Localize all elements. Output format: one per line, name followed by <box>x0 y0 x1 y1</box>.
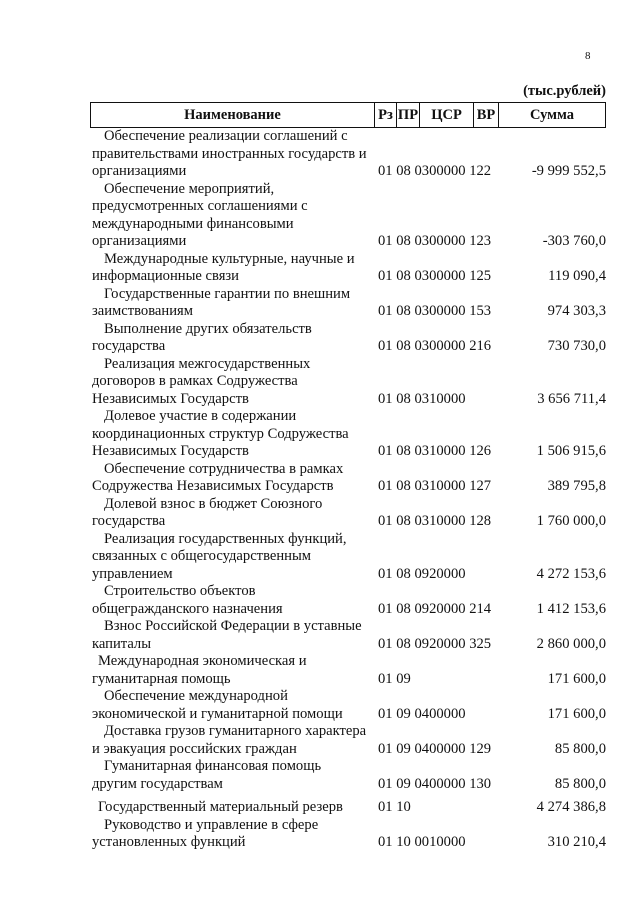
table-row <box>90 251 606 286</box>
header-sum: Сумма <box>498 103 605 127</box>
row-name-line: договоров в рамках Содружества <box>92 373 298 389</box>
row-name-line: Взнос Российской Федерации в уставные <box>104 618 362 634</box>
row-codes: 01 08 0310000 128 <box>378 513 492 529</box>
page-number: 8 <box>585 50 591 62</box>
row-codes: 01 08 0300000 216 <box>378 338 492 354</box>
row-name-line: Государственный материальный резерв <box>98 799 343 815</box>
table-header <box>90 102 606 128</box>
row-codes: 01 08 0310000 126 <box>378 443 492 459</box>
table-row <box>90 356 606 409</box>
row-name-line: установленных функций <box>92 834 246 850</box>
table-row <box>90 321 606 356</box>
row-name-line: Долевой взнос в бюджет Союзного <box>104 495 323 512</box>
row-name-line: общегражданского назначения <box>92 600 283 617</box>
table-row <box>90 128 606 181</box>
row-name-line: Обеспечение реализации соглашений с <box>104 128 348 144</box>
row-name-line: Реализация государственных функций, <box>104 530 347 547</box>
row-name-line: экономической и гуманитарной помощи <box>92 705 343 722</box>
table-row <box>90 531 606 584</box>
table-row <box>90 618 606 653</box>
row-codes: 01 08 0300000 123 <box>378 233 492 249</box>
table-row <box>90 817 606 852</box>
table-row <box>90 583 606 618</box>
table-row <box>90 688 606 723</box>
row-amount: 171 600,0 <box>547 705 606 722</box>
row-name <box>90 321 378 356</box>
row-name <box>90 688 378 723</box>
row-amount: 310 210,4 <box>547 834 606 850</box>
table-body <box>90 128 606 852</box>
row-name <box>90 181 378 251</box>
row-name-line: гуманитарная помощь <box>92 670 231 687</box>
table-row <box>90 461 606 496</box>
row-name-line: Международная экономическая и <box>98 653 307 669</box>
row-codes: 01 09 0400000 129 <box>378 740 492 757</box>
budget-table <box>90 102 606 852</box>
row-name <box>90 799 378 817</box>
row-name-line: Выполнение других обязательств <box>104 320 312 337</box>
row-name-line: государства <box>92 513 166 529</box>
row-name-line: капиталы <box>92 635 152 652</box>
row-name <box>90 531 378 584</box>
row-codes: 01 08 0920000 <box>378 565 466 582</box>
row-name-line: Государственные гарантии по внешним <box>104 285 351 302</box>
row-name-line: Строительство объектов <box>104 583 256 599</box>
table-row <box>90 181 606 251</box>
row-name-line: информационные связи <box>92 268 239 284</box>
row-amount: 4 274 386,8 <box>536 799 606 815</box>
row-name <box>90 758 378 793</box>
row-amount: 3 656 711,4 <box>537 390 606 407</box>
row-name <box>90 286 378 321</box>
row-name-line: Гуманитарная финансовая помощь <box>104 758 322 774</box>
header-rz: Рз <box>374 103 396 127</box>
row-name <box>90 496 378 531</box>
row-name-line: международными финансовыми <box>92 215 294 232</box>
header-csr: ЦСР <box>419 103 473 127</box>
row-name <box>90 723 378 758</box>
row-codes: 01 09 <box>378 670 411 687</box>
row-amount: 1 412 153,6 <box>536 600 606 617</box>
header-vr: ВР <box>473 103 498 127</box>
row-name <box>90 653 378 688</box>
row-codes: 01 08 0310000 <box>378 390 466 407</box>
row-amount: -303 760,0 <box>542 233 606 249</box>
row-amount: 389 795,8 <box>547 478 606 494</box>
row-name-line: Международные культурные, научные и <box>104 250 355 267</box>
row-amount: 171 600,0 <box>547 670 606 687</box>
row-name-line: Долевое участие в содержании <box>104 408 297 424</box>
row-name <box>90 408 378 461</box>
row-name-line: правительствами иностранных государств и <box>92 145 367 162</box>
row-amount: 2 860 000,0 <box>536 635 606 652</box>
row-name-line: и эвакуация российских граждан <box>92 740 297 757</box>
row-name <box>90 251 378 286</box>
table-row <box>90 496 606 531</box>
row-codes: 01 10 <box>378 799 411 815</box>
row-name-line: Обеспечение международной <box>104 688 288 704</box>
row-codes: 01 08 0300000 125 <box>378 268 492 284</box>
row-name-line: Руководство и управление в сфере <box>104 816 319 833</box>
row-amount: 974 303,3 <box>547 303 606 319</box>
row-amount: 85 800,0 <box>554 775 606 792</box>
table-row <box>90 408 606 461</box>
row-name <box>90 461 378 496</box>
table-row <box>90 799 606 817</box>
row-name <box>90 128 378 181</box>
row-amount: -9 999 552,5 <box>531 163 606 179</box>
row-name-line: организациями <box>92 233 187 249</box>
row-codes: 01 09 0400000 130 <box>378 775 492 792</box>
row-name-line: Независимых Государств <box>92 390 249 407</box>
row-codes: 01 08 0310000 127 <box>378 478 492 494</box>
row-name-line: Независимых Государств <box>92 443 249 459</box>
table-row <box>90 286 606 321</box>
units-label: (тыс.рублей) <box>523 83 606 99</box>
header-name: Наименование <box>184 106 281 123</box>
row-name-line: координационных структур Содружества <box>92 425 349 442</box>
row-name-line: другим государствам <box>92 775 223 792</box>
row-amount: 119 090,4 <box>548 268 606 284</box>
row-name-line: Обеспечение мероприятий, <box>104 180 275 197</box>
row-name-line: Содружества Независимых Государств <box>92 478 334 494</box>
row-name-line: заимствованиям <box>92 303 193 319</box>
row-codes: 01 09 0400000 <box>378 705 466 722</box>
row-name-line: связанных с общегосударственным <box>92 548 312 564</box>
row-amount: 85 800,0 <box>554 740 606 757</box>
row-amount: 4 272 153,6 <box>536 565 606 582</box>
row-codes: 01 08 0300000 122 <box>378 163 492 179</box>
row-codes: 01 08 0300000 153 <box>378 303 492 319</box>
row-codes: 01 08 0920000 214 <box>378 600 492 617</box>
row-name <box>90 356 378 409</box>
row-name-line: управлением <box>92 565 173 582</box>
row-name-line: государства <box>92 338 166 354</box>
row-codes: 01 10 0010000 <box>378 834 466 850</box>
row-name-line: Доставка грузов гуманитарного характера <box>104 723 367 739</box>
row-name-line: Обеспечение сотрудничества в рамках <box>104 460 344 477</box>
row-amount: 730 730,0 <box>547 338 606 354</box>
row-amount: 1 760 000,0 <box>536 513 606 529</box>
header-pr: ПР <box>396 103 419 127</box>
row-name <box>90 618 378 653</box>
row-codes: 01 08 0920000 325 <box>378 635 492 652</box>
row-name-line: Реализация межгосударственных <box>104 355 311 372</box>
row-amount: 1 506 915,6 <box>536 443 606 459</box>
table-row <box>90 723 606 758</box>
row-name-line: предусмотренных соглашениями с <box>92 198 308 214</box>
row-name-line: организациями <box>92 163 187 179</box>
row-name <box>90 817 378 852</box>
row-name <box>90 583 378 618</box>
table-row <box>90 758 606 793</box>
table-row <box>90 653 606 688</box>
